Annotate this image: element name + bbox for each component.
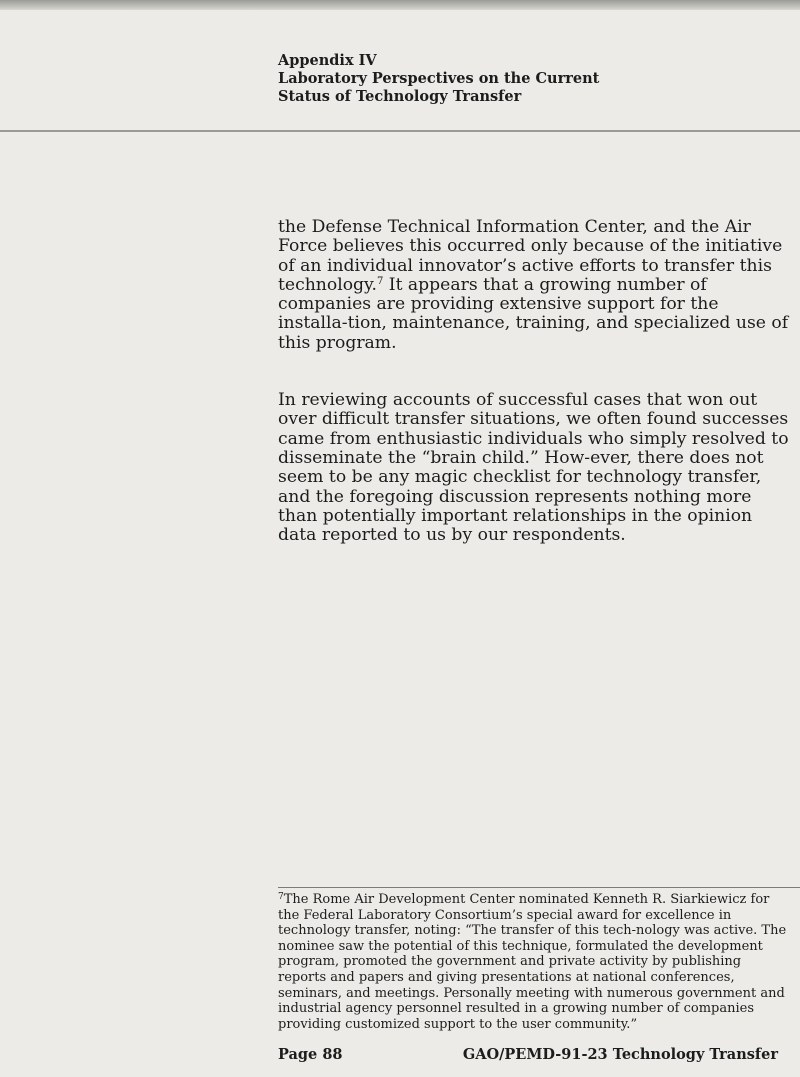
appendix-title-line-1: Laboratory Perspectives on the Current: [278, 70, 600, 87]
footnote-rule: [278, 887, 800, 888]
footnote-marker: 7: [278, 892, 284, 902]
page-number: Page 88: [278, 1046, 343, 1063]
footnote: [278, 892, 790, 1032]
appendix-title-line-2: Status of Technology Transfer: [278, 88, 522, 105]
header-rule: [0, 130, 800, 132]
paragraph-1-text: the Defense Technical Information Center, and the Air Force believes this occurred only because of the initiative of an individual innovator’s active efforts to transfer this technology.: [278, 217, 783, 295]
body-text: [278, 218, 793, 583]
paragraph-2: In reviewing accounts of successful cases that won out over difficult transfer situations, we often found successes came from enthusiastic individuals who simply resolved to disseminate the “brain child.” How-ever, there does not seem to be any magic checklist for technology transfer, and the foregoing discussion represents nothing more than potentially important relationships in the opinion data reported to us by our respondents.: [278, 390, 789, 546]
footnote-text: The Rome Air Development Center nominated Kenneth R. Siarkiewicz for the Federal Laboratory Consortium’s special award for excellence in technology transfer, noting: “The transfer of this tech-nology was active. The nominee saw the potential of this technique, formulated the development program, promoted the government and private activity by publishing reports and papers and giving presentations at national conferences, seminars, and meetings. Personally meeting with numerous government and industrial agency personnel resulted in a growing number of companies providing customized support to the user community.”: [278, 892, 787, 1032]
scan-edge: [0, 0, 800, 10]
paragraph-1: [278, 218, 793, 353]
running-header: [278, 52, 778, 106]
appendix-label: Appendix IV: [278, 52, 377, 69]
report-number: GAO/PEMD-91-23 Technology Transfer: [462, 1046, 778, 1063]
paragraph-1-continued: It appears that a growing number of companies are providing extensive support for the installa-tion, maintenance, training, and specialized use of this program.: [278, 274, 789, 353]
footnote-reference: 7: [376, 275, 384, 287]
